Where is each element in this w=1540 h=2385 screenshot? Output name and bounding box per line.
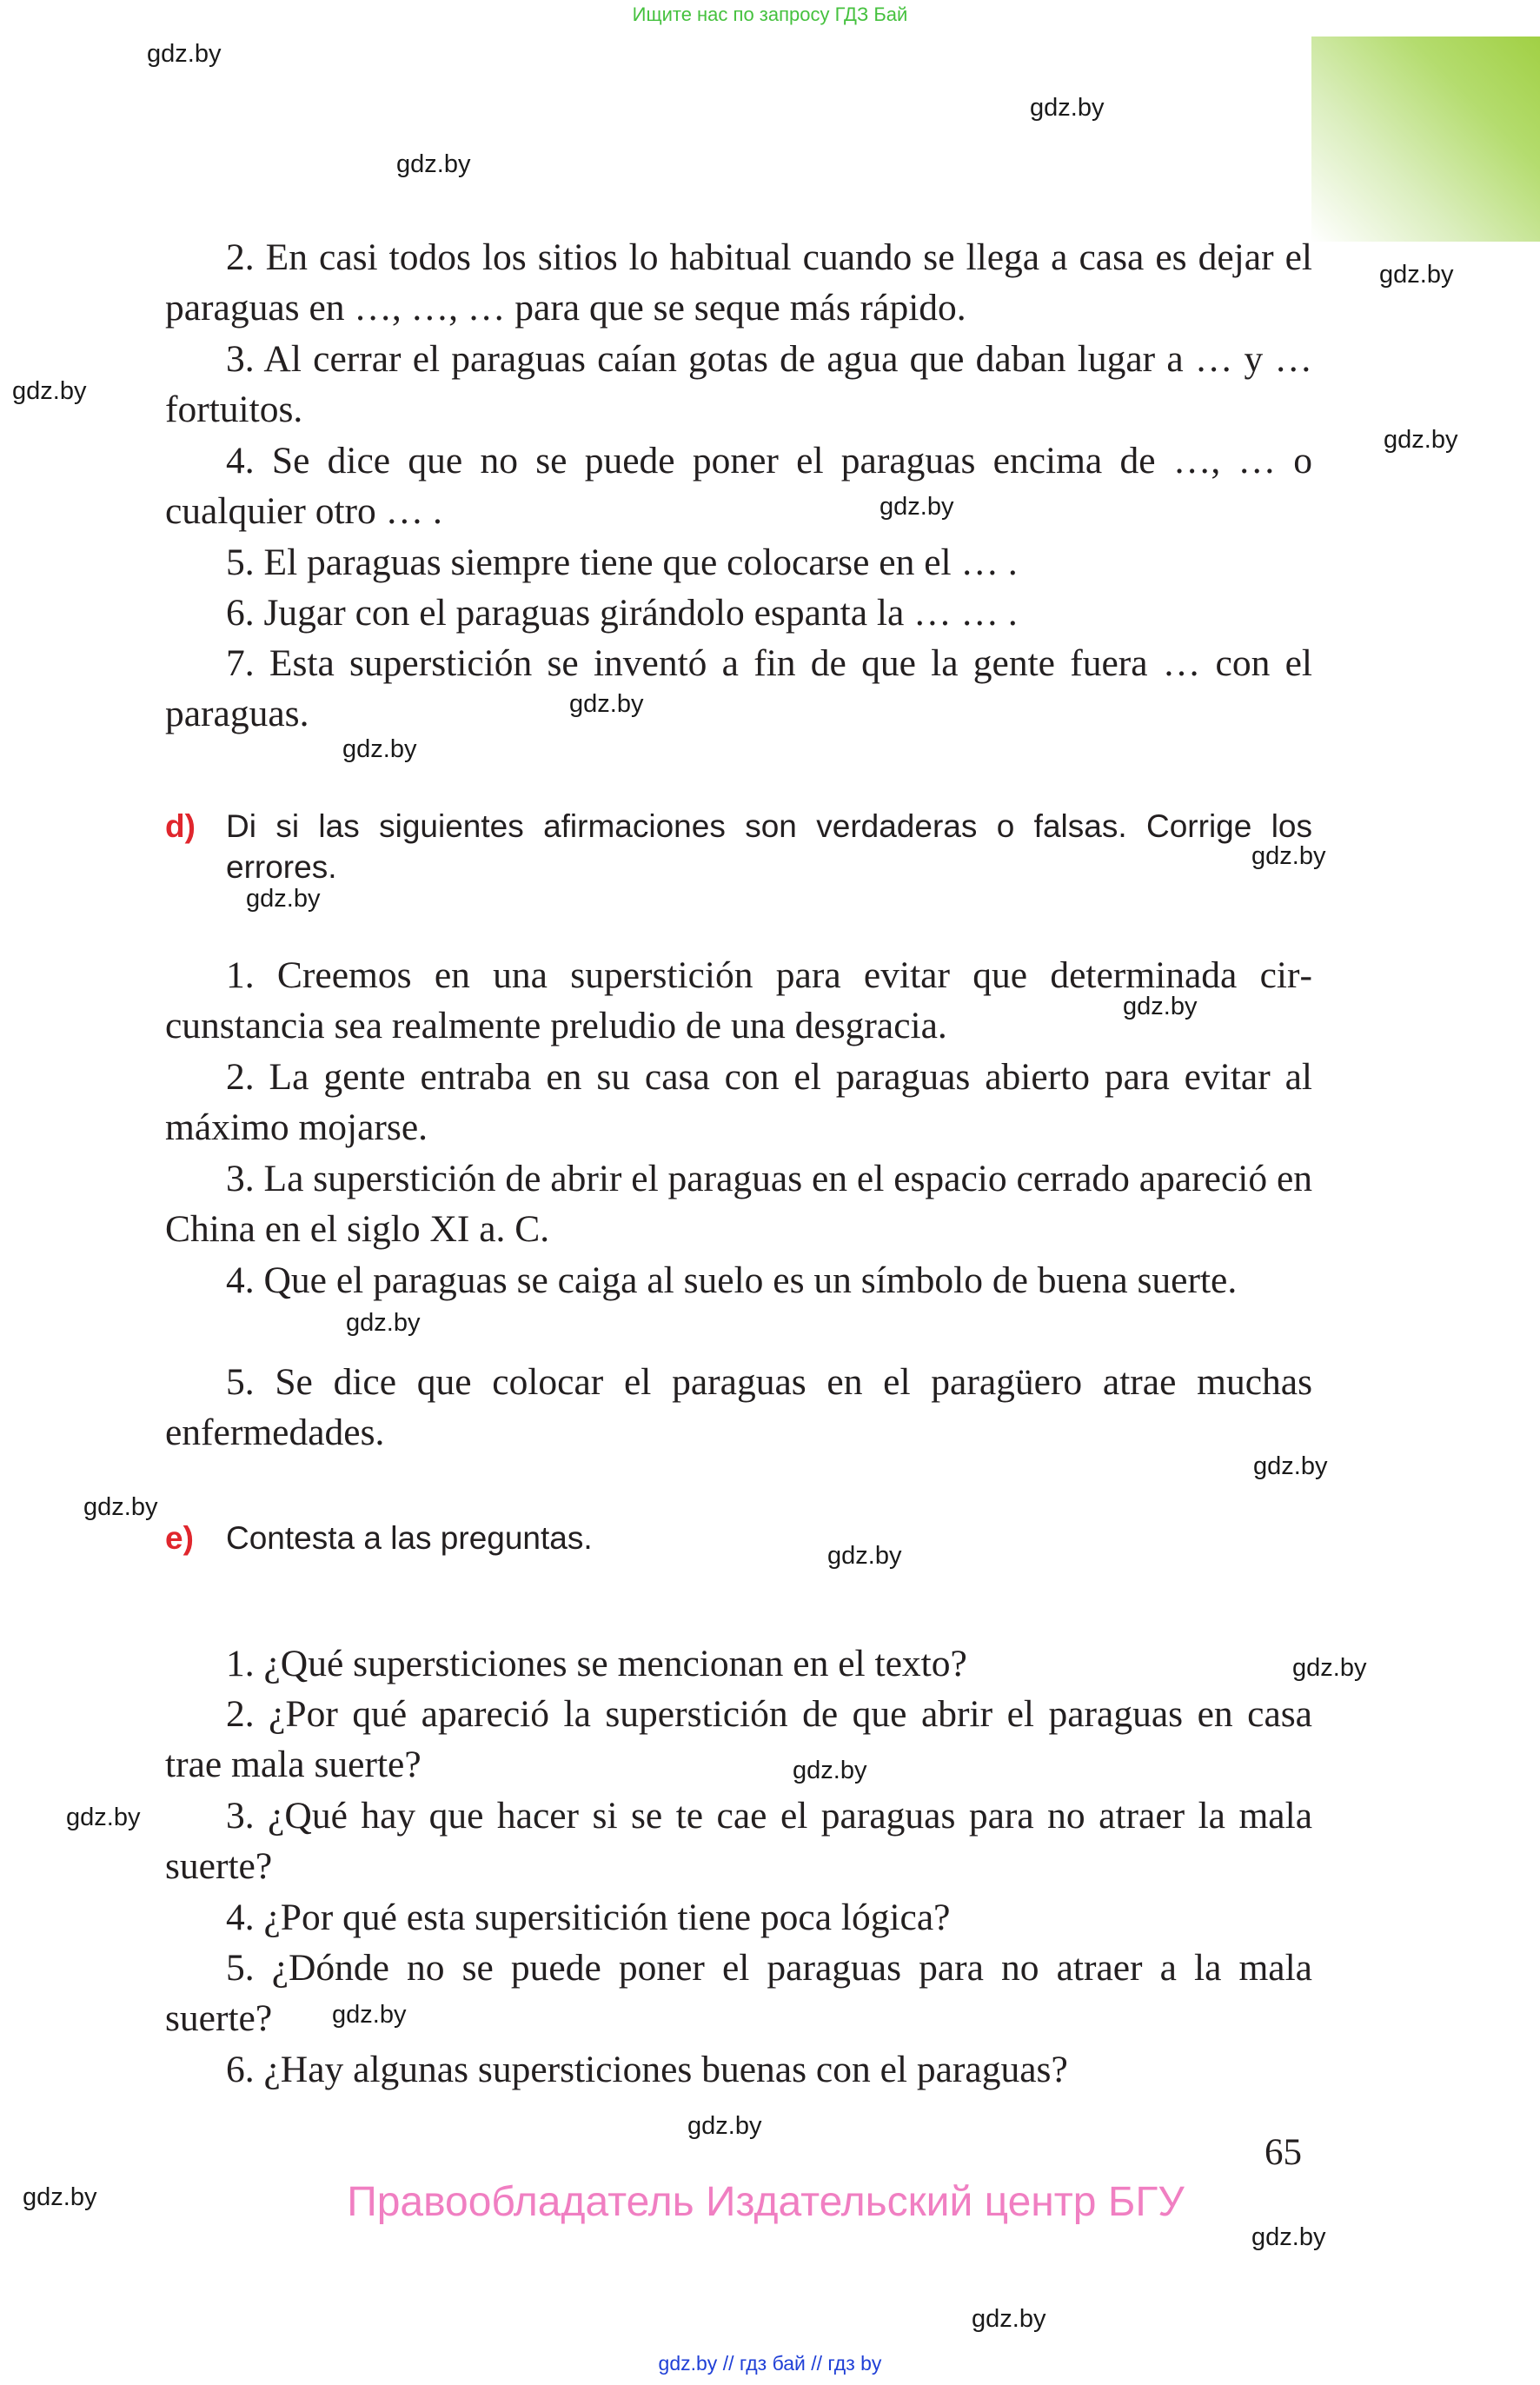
task-d: [165, 806, 1312, 887]
statement-item: 1. Creemos en una superstición para evitar que determinada circunstancia sea realmente preludio de una desgracia.: [165, 954, 1312, 1046]
exercise-item: 4. Se dice que no se puede poner el paraguas encima de …, … o cualquier otro … .: [165, 440, 1312, 532]
watermark: gdz.by: [1379, 261, 1454, 289]
watermark: gdz.by: [1292, 1654, 1367, 1682]
task-instruction: Contesta a las preguntas.: [226, 1520, 593, 1556]
task-e: [165, 1518, 1312, 1558]
question-item: 3. ¿Qué hay que hacer si se te cae el paraguas para no atraer la mala suerte?: [165, 1795, 1312, 1887]
watermark: gdz.by: [246, 885, 321, 913]
page-number: 65: [1265, 2132, 1302, 2173]
corner-decoration: [1311, 37, 1540, 242]
watermark: gdz.by: [147, 40, 222, 68]
question-item: 6. ¿Hay algunas supersticiones buenas con el paraguas?: [226, 2049, 1068, 2090]
watermark: gdz.by: [12, 377, 87, 405]
watermark: gdz.by: [569, 690, 644, 718]
statement-item: 3. La superstición de abrir el paraguas en el espacio cerrado apareció en China en el siglo XI a. C.: [165, 1158, 1313, 1250]
watermark: gdz.by: [793, 1757, 867, 1784]
watermark: gdz.by: [66, 1804, 141, 1831]
watermark: gdz.by: [880, 493, 954, 521]
watermark: gdz.by: [342, 735, 417, 763]
task-letter: d): [165, 808, 196, 844]
question-item: 1. ¿Qué supersticiones se mencionan en el texto?: [226, 1643, 967, 1684]
exercise-item: 7. Esta superstición se inventó a fin de que la gente fuera … con el paraguas.: [165, 642, 1312, 734]
watermark: gdz.by: [396, 150, 471, 178]
watermark: gdz.by: [1123, 993, 1198, 1020]
statement-item: 4. Que el paraguas se caiga al suelo es un símbolo de buena suerte.: [226, 1259, 1238, 1301]
top-banner[interactable]: Ищите нас по запросу ГДЗ Бай: [632, 3, 908, 25]
watermark: gdz.by: [1253, 1452, 1328, 1480]
watermark: gdz.by: [972, 2305, 1046, 2333]
exercise-item: 5. El paraguas siempre tiene que colocarse en el … .: [226, 541, 1018, 583]
exercise-item: 3. Al cerrar el paraguas caían gotas de agua que daban lugar a … y … fortuitos.: [165, 338, 1312, 430]
statement-item: 5. Se dice que colocar el paraguas en el paragüero atrae muchas enfermedades.: [165, 1361, 1312, 1453]
watermark: gdz.by: [1251, 2223, 1326, 2251]
watermark: gdz.by: [1384, 426, 1458, 454]
watermark: gdz.by: [1251, 842, 1326, 870]
task-letter: e): [165, 1520, 194, 1556]
watermark: gdz.by: [83, 1493, 158, 1521]
question-item: 2. ¿Por qué apareció la superstición de que abrir el paraguas en casa trae mala suerte?: [165, 1693, 1312, 1785]
watermark: gdz.by: [346, 1309, 421, 1337]
task-instruction: Di si las siguientes afirmaciones son verdaderas o falsas. Corrige los errores.: [226, 808, 1312, 885]
exercise-item: 6. Jugar con el paraguas girándolo espanta la … … .: [226, 592, 1018, 634]
watermark: gdz.by: [332, 2001, 407, 2029]
watermark: gdz.by: [23, 2183, 97, 2211]
footer-links[interactable]: gdz.by // гдз бай // гдз by: [658, 2352, 882, 2375]
watermark: gdz.by: [687, 2112, 762, 2140]
watermark: gdz.by: [827, 1542, 902, 1570]
watermark: gdz.by: [1030, 94, 1105, 122]
question-item: 5. ¿Dónde no se puede poner el paraguas para no atraer a la mala suerte?: [165, 1947, 1312, 2039]
question-item: 4. ¿Por qué esta supersitición tiene poca lógica?: [226, 1897, 951, 1938]
copyright-owner: Правообладатель Издательский центр БГУ: [347, 2179, 1185, 2225]
statement-item: 2. La gente entraba en su casa con el paraguas abierto para evitar al máximo mojarse.: [165, 1056, 1312, 1148]
exercise-item: 2. En casi todos los sitios lo habitual cuando se llega a casa es dejar el paraguas en …, …, … para que se seque más rápido.: [165, 236, 1312, 329]
